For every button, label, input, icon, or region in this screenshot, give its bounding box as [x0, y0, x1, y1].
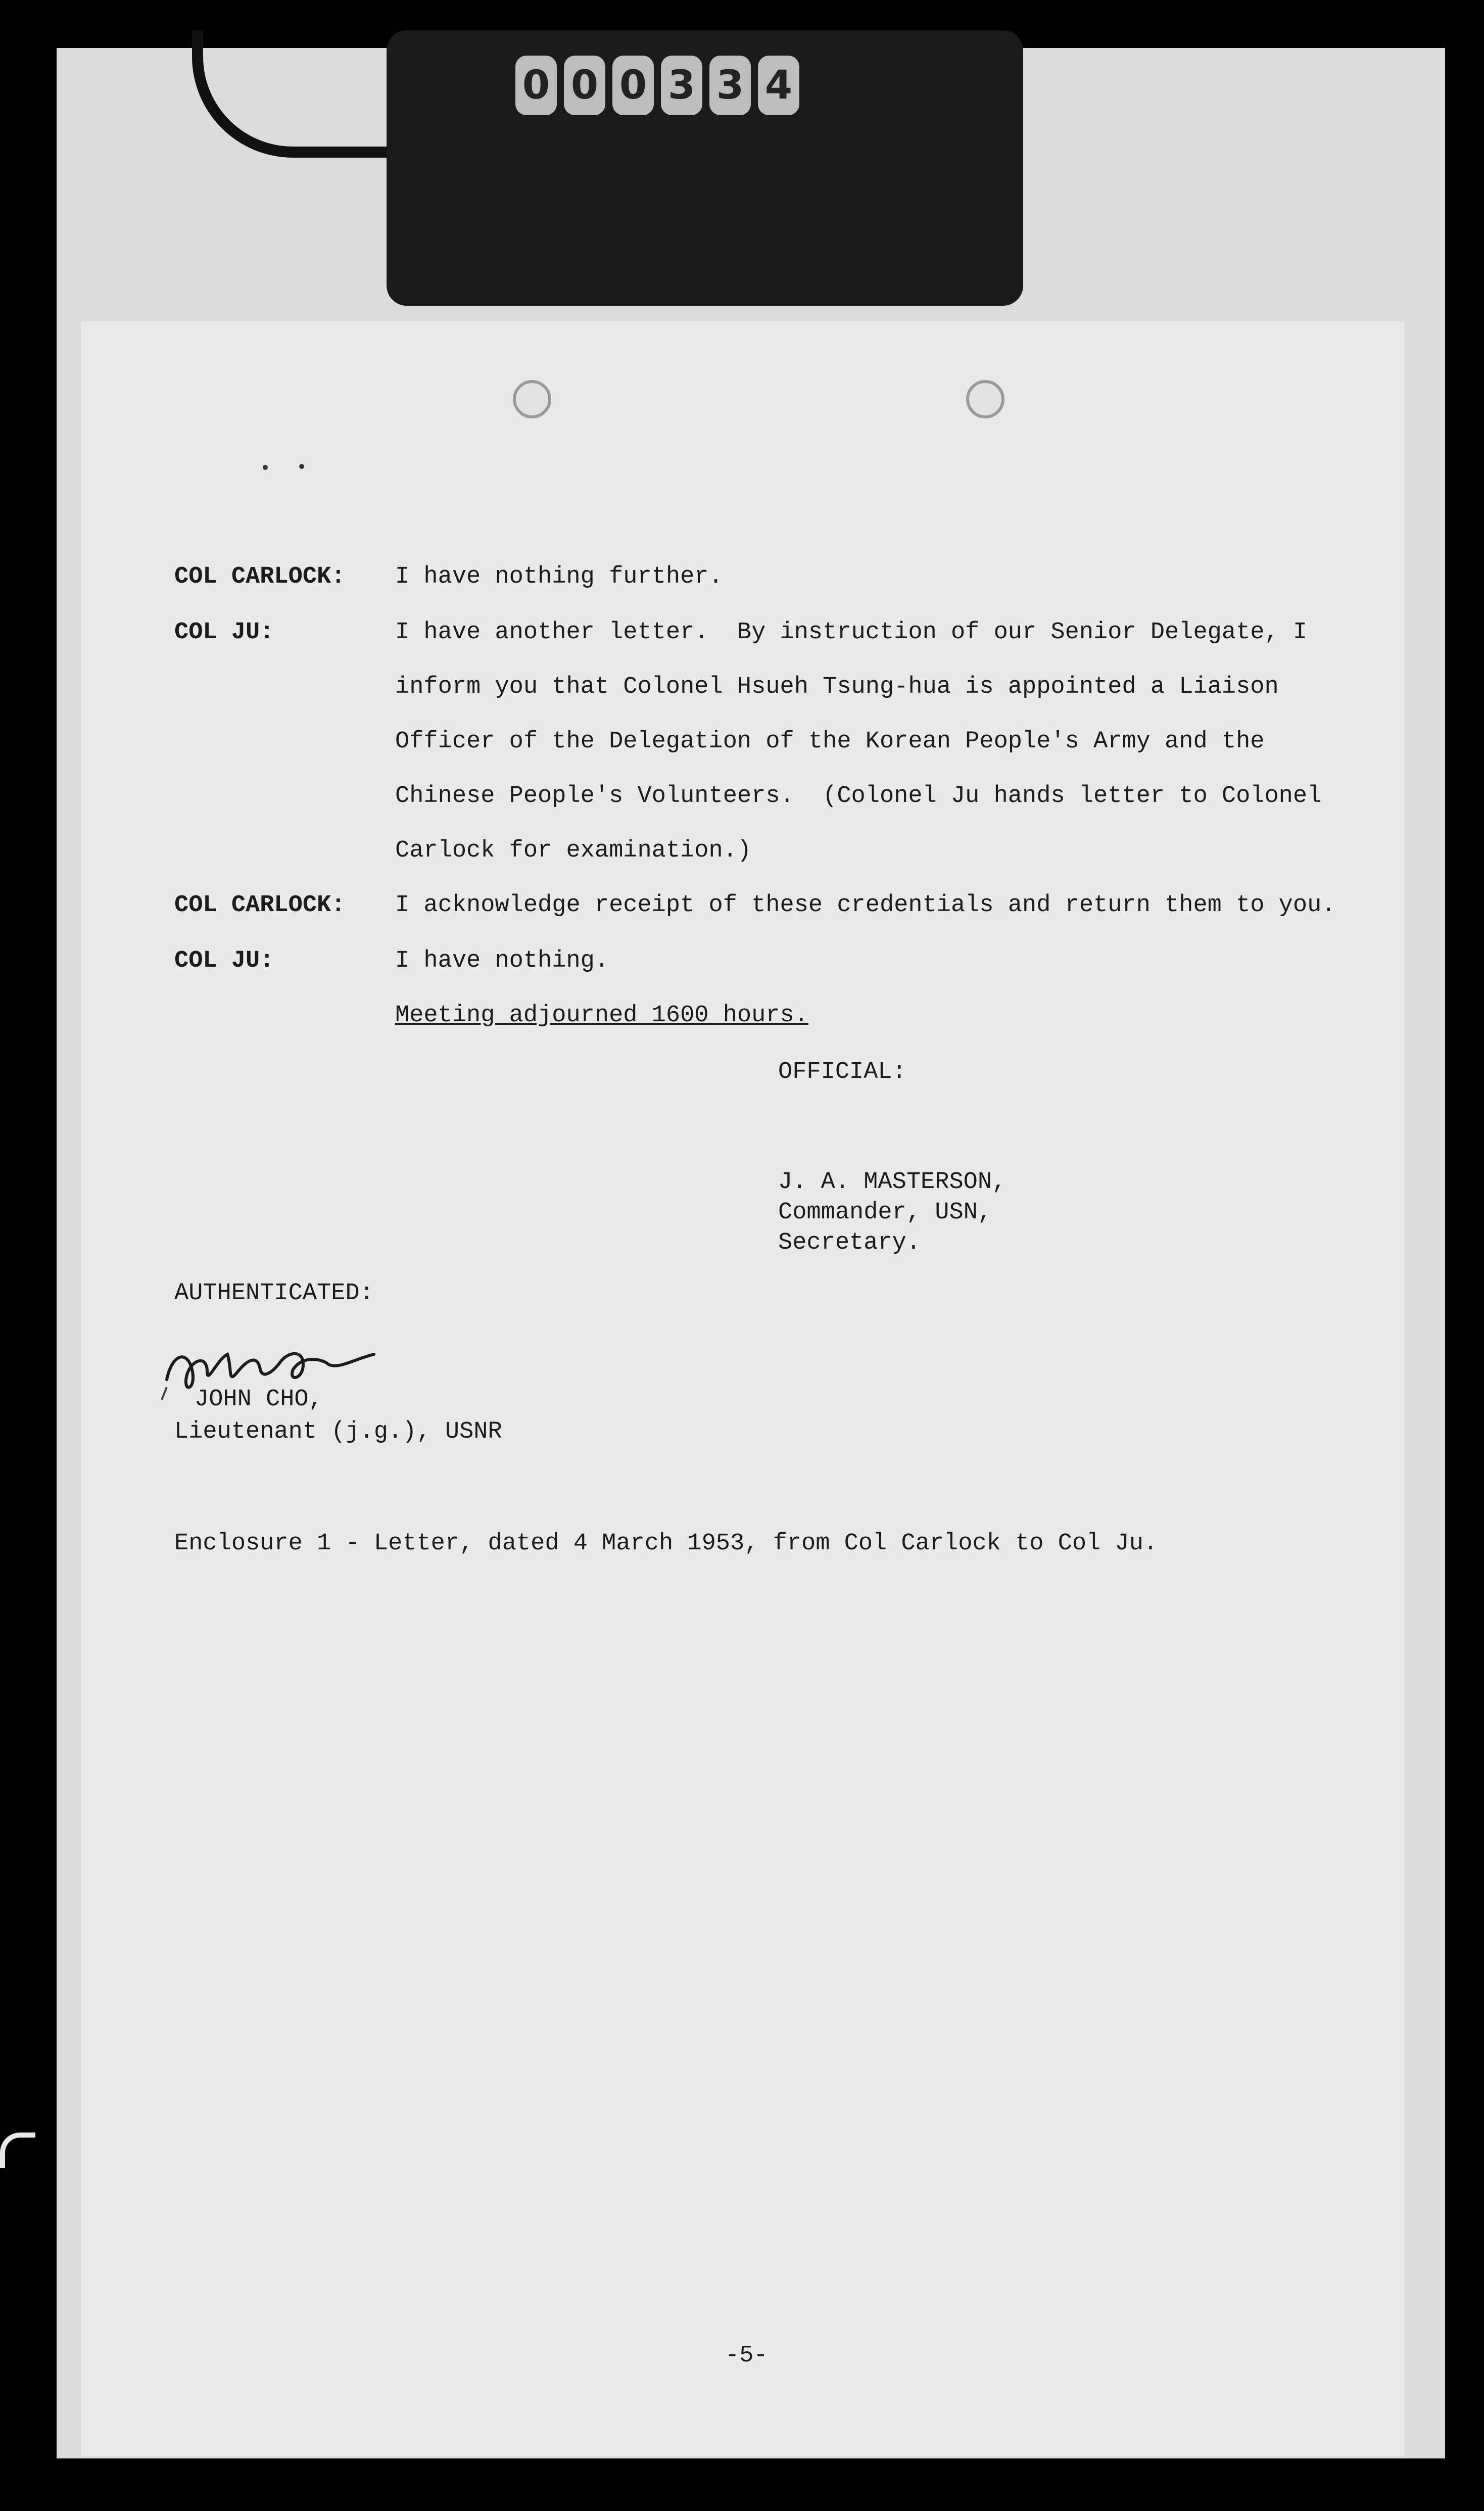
page-number: -5-: [725, 2342, 768, 2369]
speaker-label: COL JU:: [174, 947, 274, 974]
counter-digit: 3: [709, 56, 751, 115]
speech-line: Carlock for examination.): [395, 837, 752, 864]
counter-digit: 3: [661, 56, 702, 115]
speech-line: I acknowledge receipt of these credentials and return them to you.: [395, 892, 1336, 919]
speech-line: Chinese People's Volunteers. (Colonel Ju hands letter to Colonel: [395, 783, 1322, 810]
film-edge-mark: [0, 2133, 35, 2168]
speaker-label: COL CARLOCK:: [174, 563, 346, 590]
authenticated-name: JOHN CHO,: [195, 1386, 323, 1413]
speech-line: Officer of the Delegation of the Korean People's Army and the: [395, 728, 1265, 755]
enclosure-note: Enclosure 1 - Letter, dated 4 March 1953, from Col Carlock to Col Ju.: [174, 1530, 1158, 1557]
official-title: Secretary.: [778, 1229, 921, 1256]
official-rank: Commander, USN,: [778, 1199, 992, 1226]
official-name: J. A. MASTERSON,: [778, 1169, 1007, 1196]
authenticated-label: AUTHENTICATED:: [174, 1280, 374, 1307]
speech-line: I have nothing.: [395, 947, 609, 974]
counter-digit: 0: [515, 56, 557, 115]
speech-line: I have nothing further.: [395, 563, 723, 590]
authenticated-rank: Lieutenant (j.g.), USNR: [174, 1418, 502, 1445]
punch-hole-left: [513, 380, 551, 418]
adjournment-note: Meeting adjourned 1600 hours.: [395, 1002, 808, 1029]
speaker-label: COL JU:: [174, 619, 274, 646]
frame-counter-digits: [515, 56, 799, 115]
official-label: OFFICIAL:: [778, 1059, 906, 1085]
counter-digit: 4: [758, 56, 799, 115]
counter-digit: 0: [564, 56, 605, 115]
stray-marks: [263, 464, 308, 470]
counter-digit: 0: [612, 56, 654, 115]
speech-line: I have another letter. By instruction of our Senior Delegate, I: [395, 619, 1308, 646]
speaker-label: COL CARLOCK:: [174, 892, 346, 919]
punch-hole-right: [966, 380, 1004, 418]
speech-line: inform you that Colonel Hsueh Tsung-hua is appointed a Liaison: [395, 674, 1279, 700]
